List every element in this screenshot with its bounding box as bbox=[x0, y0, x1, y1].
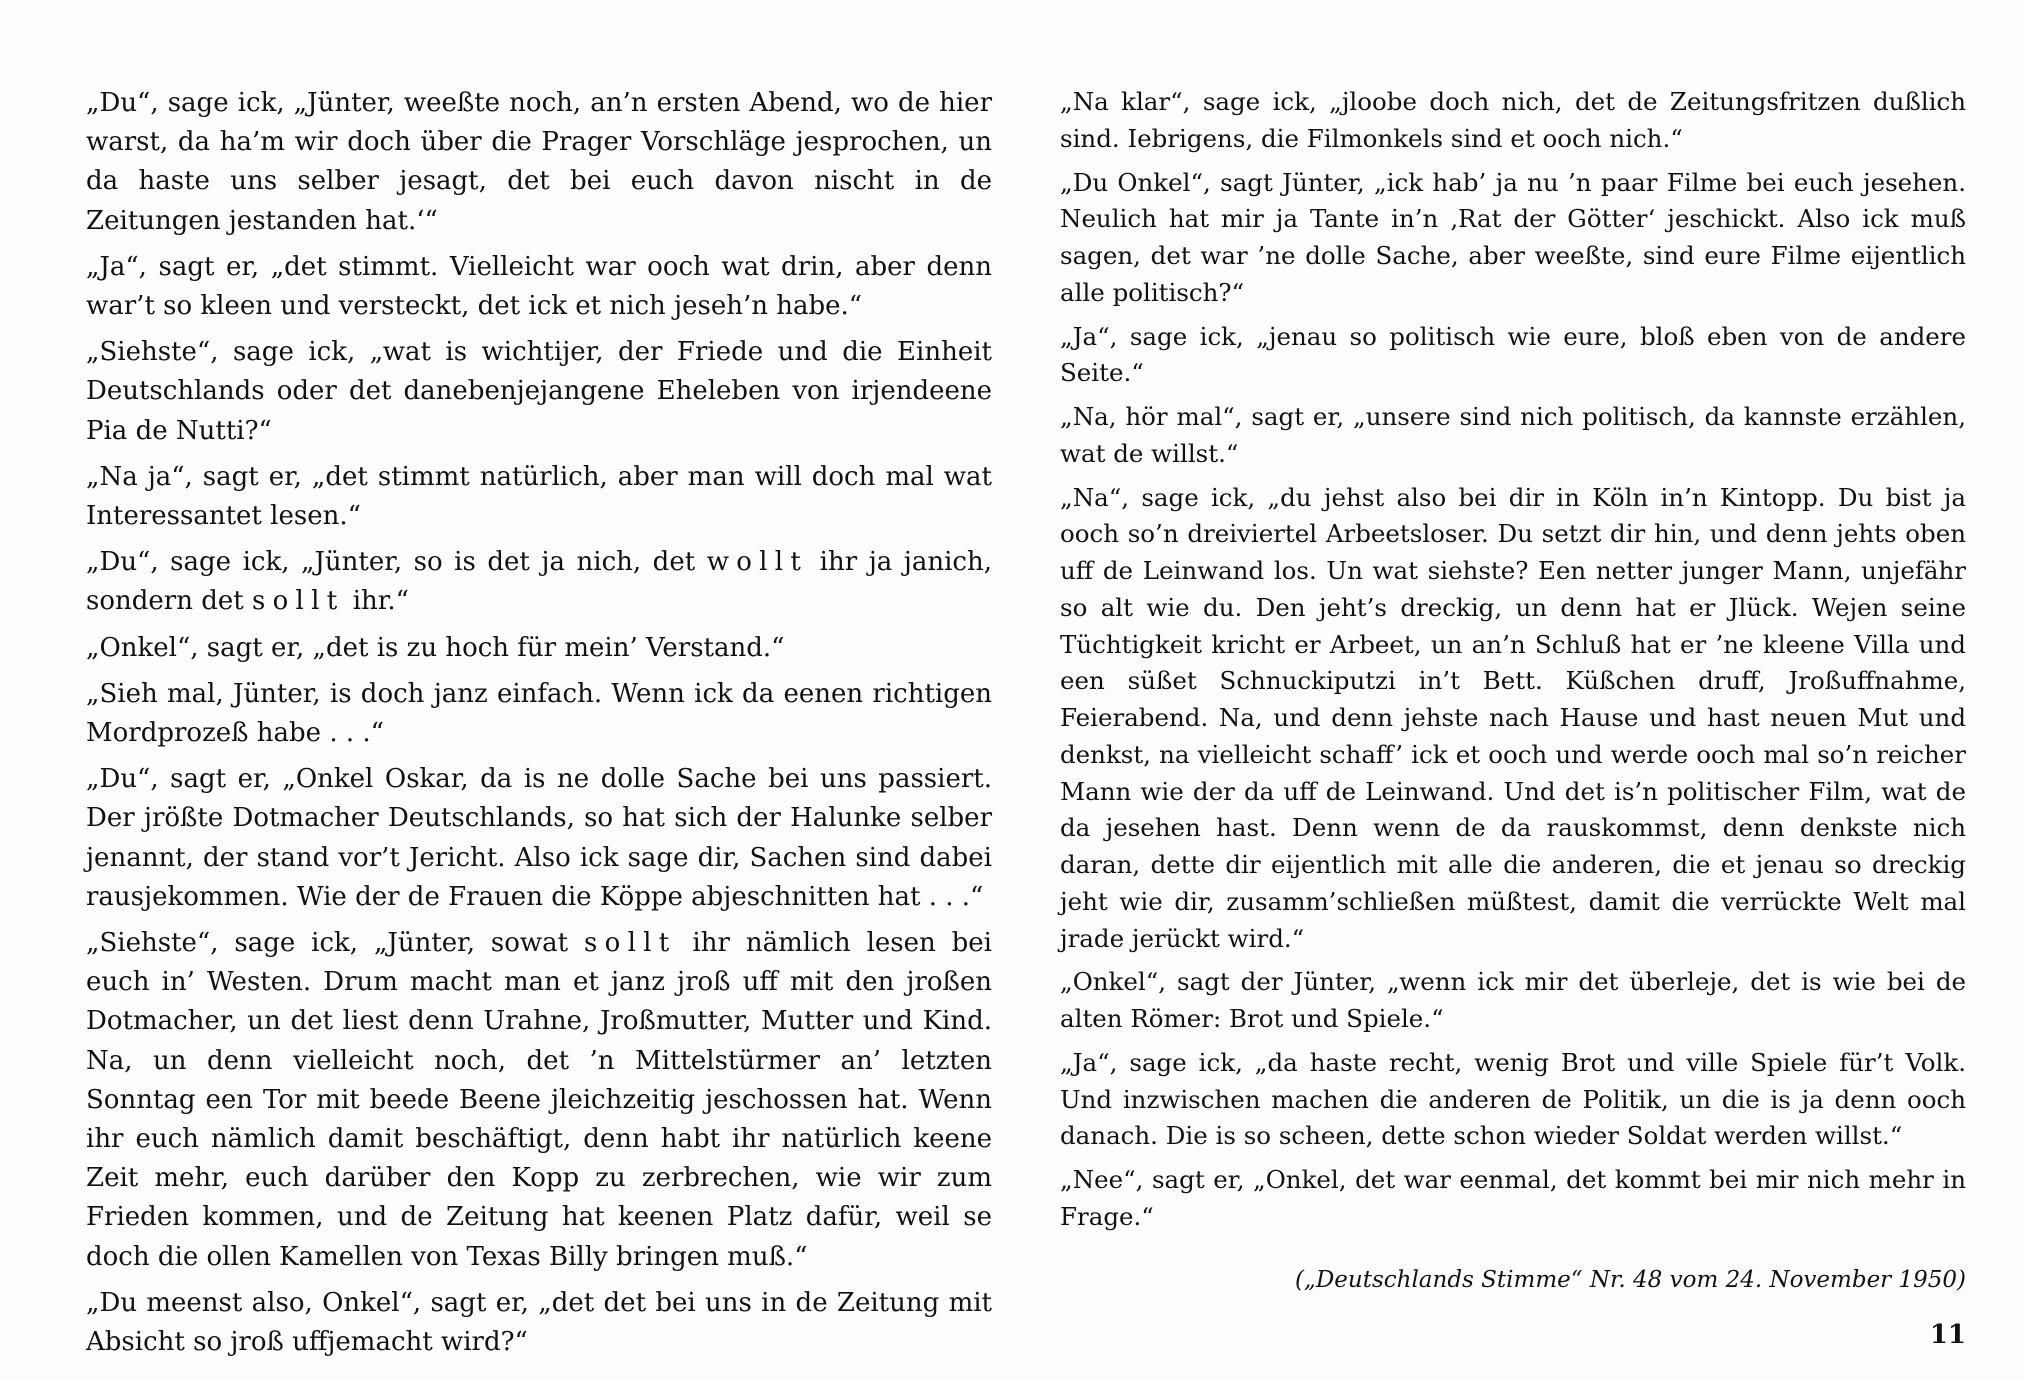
paragraph bbox=[86, 543, 992, 621]
paragraph: „Onkel“, sagt er, „det is zu hoch für mein’ Verstand.“ bbox=[86, 632, 785, 663]
paragraph: „Du meenst also, Onkel“, sagt er, „det det bei uns in de Zeitung mit Absicht so jroß uffjemacht wird?“ bbox=[86, 1287, 992, 1358]
paragraph: „Sieh mal, Jünter, is doch janz einfach. Wenn ick da eenen richtigen Mordprozeß habe . . .“ bbox=[86, 678, 992, 749]
paragraph-text: „Siehste“, sage ick, „Jünter, sowat bbox=[86, 928, 585, 959]
paragraph-text: „Du“, sage ick, „Jünter, so is det ja nich, det bbox=[86, 547, 707, 578]
paragraph-text: ihr.“ bbox=[344, 586, 409, 617]
paragraph: „Na“, sage ick, „du jehst also bei dir in Köln in’n Kintopp. Du bist ja ooch so’n dreiviertel Arbeetsloser. Du setzt dir hin, und denn jehts oben uff de Leinwand los. Un wat siehste? Een netter junger Mann, unjefähr so alt wie du. Den jeht’s dreckig, un denn hat er Jlück. Wejen seine Tüchtigkeit kricht er Arbeet, un an’n Schluß hat er ’ne kleene Villa und een süßet Schnuckiputzi in’t Bett. Küßchen druff, Jroßuffnahme, Feierabend. Na, und denn jehste nach Hause und hast neuen Mut und denkst, na vielleicht schaff’ ick et ooch und werde ooch mal so’n reicher Mann wie der da uff de Leinwand. Und det is’n politischer Film, wat de da jesehen hast. Denn wenn de da rauskommst, denn denkste nich daran, dette dir eijentlich mit alle die anderen, die et jenau so dreckig jeht wie dir, zusamm’schließen müßtest, damit die verrückte Welt mal jrade jerückt wird.“ bbox=[1060, 482, 1966, 953]
paragraph: „Siehste“, sage ick, „wat is wichtijer, der Friede und die Einheit Deutschlands oder det danebenjejangene Eheleben von irjendeene Pia de Nutti?“ bbox=[86, 337, 992, 446]
paragraph: „Na ja“, sagt er, „det stimmt natürlich, aber man will doch mal wat Interessantet lesen.“ bbox=[86, 461, 992, 532]
emphasis-spaced: sollt bbox=[251, 586, 345, 617]
paragraph bbox=[86, 924, 992, 1277]
page-number: 11 bbox=[1929, 1320, 1966, 1350]
paragraph: „Na, hör mal“, sagt er, „unsere sind nich politisch, da kannste erzählen, wat de willst.“ bbox=[1060, 402, 1966, 468]
paragraph: „Onkel“, sagt der Jünter, „wenn ick mir det überleje, det is wie bei de alten Römer: Brot und Spiele.“ bbox=[1060, 967, 1966, 1033]
paragraph: „Du“, sage ick, „Jünter, weeßte noch, an’n ersten Abend, wo de hier warst, da ha’m wir doch über die Prager Vorschläge jesprochen, un da haste uns selber jesagt, det bei euch davon nischt in de Zeitungen jestanden hat.‘“ bbox=[86, 88, 992, 236]
paragraph: „Ja“, sage ick, „jenau so politisch wie eure, bloß eben von de andere Seite.“ bbox=[1060, 321, 1966, 388]
paragraph: „Ja“, sagt er, „det stimmt. Vielleicht war ooch wat drin, aber denn war’t so kleen und versteckt, det ick et nich jeseh’n habe.“ bbox=[86, 251, 992, 322]
emphasis-spaced: wollt bbox=[706, 547, 809, 578]
paragraph: „Ja“, sage ick, „da haste recht, wenig Brot und ville Spiele für’t Volk. Und inzwischen machen die anderen de Politik, un die is ja denn ooch danach. Die is so scheen, dette schon wieder Soldat werden willst.“ bbox=[1060, 1047, 1966, 1151]
source-citation: („Deutschlands Stimme“ Nr. 48 vom 24. November 1950) bbox=[1294, 1267, 1966, 1293]
paragraph: „Nee“, sagt er, „Onkel, det war eenmal, det kommt bei mir nich mehr in Frage.“ bbox=[1060, 1165, 1966, 1231]
paragraph-text: ihr nämlich lesen bei euch in’ Westen. Drum macht man et janz jroß uff mit den jroßen Dotmacher, un det liest denn Urahne, Jroßmutter, Mutter und Kind. Na, un denn vielleicht noch, det ’n Mittelstürmer an’ letzten Sonntag een Tor mit beede Beene jleichzeitig jeschossen hat. Wenn ihr euch nämlich damit beschäftigt, denn habt ihr natürlich keene Zeit mehr, euch darüber den Kopp zu zerbrechen, wie wir zum Frieden kommen, und de Zeitung hat keenen Platz dafür, weil se doch die ollen Kamellen von Texas Billy bringen muß.“ bbox=[86, 928, 992, 1272]
paragraph-text: ihr ja janich, sondern det bbox=[86, 547, 992, 617]
paragraph: „Du“, sagt er, „Onkel Oskar, da is ne dolle Sache bei uns passiert. Der jrößte Dotmacher Deutschlands, so hat sich der Halunke selber jenannt, der stand vor’t Jericht. Also ick sage dir, Sachen sind dabei rausjekommen. Wie der de Frauen die Köppe abjeschnitten hat . . .“ bbox=[86, 764, 992, 912]
left-column bbox=[86, 84, 992, 1369]
paragraph: „Du Onkel“, sagt Jünter, „ick hab’ ja nu ’n paar Filme bei euch jesehen. Neulich hat mir ja Tante in’n ‚Rat der Götter‘ jeschickt. Also ick muß sagen, det war ’ne dolle Sache, aber weeßte, sind eure Filme eijentlich alle politisch?“ bbox=[1060, 167, 1966, 307]
right-column bbox=[1060, 84, 1966, 1243]
paragraph: „Na klar“, sage ick, „jloobe doch nich, det de Zeitungsfritzen dußlich sind. Iebrigens, die Filmonkels sind et ooch nich.“ bbox=[1060, 87, 1966, 153]
emphasis-spaced: sollt bbox=[584, 928, 677, 959]
